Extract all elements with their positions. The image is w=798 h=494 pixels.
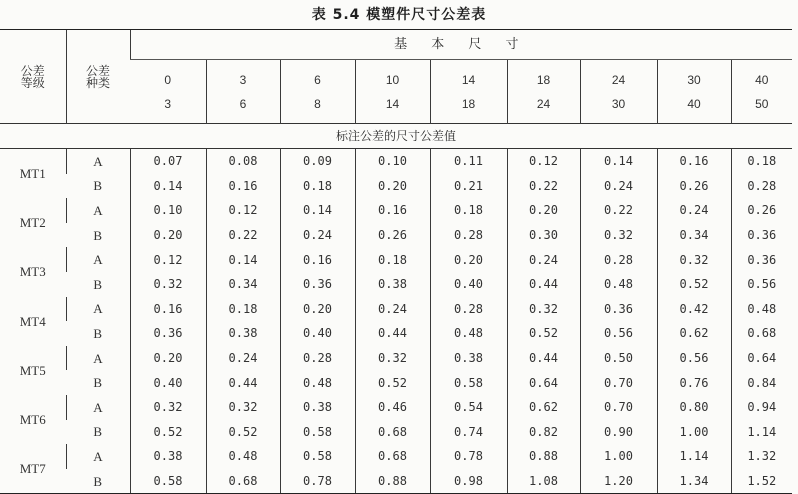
range-header-cell (430, 60, 507, 124)
value-cell: 0.58 (130, 469, 206, 494)
value-cell: 0.32 (580, 223, 657, 248)
value-cell: 0.38 (130, 444, 206, 469)
type-cell: A (66, 297, 130, 322)
range-header-cell (580, 60, 657, 124)
value-cell: 0.90 (580, 420, 657, 445)
value-cell: 0.24 (355, 297, 430, 322)
value-cell: 0.70 (580, 370, 657, 395)
table-row (0, 297, 792, 322)
header-type-line1: 公差 (85, 63, 110, 78)
value-cell: 0.14 (130, 174, 206, 199)
value-cell: 0.56 (580, 321, 657, 346)
value-cell: 1.52 (731, 469, 792, 494)
range-lower: 3 (239, 72, 247, 87)
value-cell: 0.32 (206, 395, 280, 420)
value-cell: 0.62 (507, 395, 580, 420)
range-upper: 30 (611, 96, 626, 111)
type-cell: A (66, 395, 130, 420)
value-cell: 0.36 (280, 272, 355, 297)
value-cell: 0.22 (507, 174, 580, 199)
value-cell: 0.24 (206, 346, 280, 371)
value-cell: 0.14 (206, 247, 280, 272)
value-cell: 0.44 (507, 346, 580, 371)
value-cell: 0.52 (130, 420, 206, 445)
table-row (0, 272, 792, 297)
value-cell: 0.14 (580, 149, 657, 174)
value-cell: 0.46 (355, 395, 430, 420)
grade-cell: MT1 (19, 166, 46, 182)
value-cell: 0.68 (355, 444, 430, 469)
value-cell: 0.18 (280, 174, 355, 199)
range-lower: 24 (611, 72, 626, 87)
value-cell: 0.20 (507, 198, 580, 223)
value-cell: 0.12 (206, 198, 280, 223)
value-cell: 0.32 (507, 297, 580, 322)
table-row (0, 321, 792, 346)
grade-cell: MT2 (19, 215, 46, 231)
value-cell: 0.24 (580, 174, 657, 199)
value-cell: 0.28 (280, 346, 355, 371)
value-cell: 0.11 (430, 149, 507, 174)
value-cell: 0.48 (280, 370, 355, 395)
value-cell: 1.14 (657, 444, 731, 469)
value-cell: 0.16 (355, 198, 430, 223)
value-cell: 1.00 (580, 444, 657, 469)
range-upper: 3 (164, 96, 172, 111)
value-cell: 0.07 (130, 149, 206, 174)
note-row (0, 124, 792, 149)
range-upper: 50 (755, 96, 769, 111)
value-cell: 0.26 (657, 174, 731, 199)
value-cell: 0.44 (355, 321, 430, 346)
value-cell: 0.20 (280, 297, 355, 322)
value-cell: 0.12 (130, 247, 206, 272)
value-cell: 0.42 (657, 297, 731, 322)
type-cell: B (66, 469, 130, 494)
table-row (0, 198, 792, 223)
header-grade-line2: 等级 (20, 75, 45, 90)
table-row (0, 174, 792, 199)
type-cell: B (93, 424, 103, 440)
type-cell: A (66, 444, 130, 469)
value-cell: 0.78 (430, 444, 507, 469)
value-cell: 0.58 (430, 370, 507, 395)
range-upper: 40 (687, 96, 701, 111)
value-cell: 0.36 (130, 321, 206, 346)
value-cell: 0.62 (657, 321, 731, 346)
value-cell: 0.40 (430, 272, 507, 297)
value-cell: 0.58 (280, 444, 355, 469)
value-cell: 0.20 (430, 247, 507, 272)
range-lower: 10 (385, 72, 400, 87)
header-grade (0, 30, 66, 124)
value-cell: 0.38 (280, 395, 355, 420)
value-cell: 0.22 (206, 223, 280, 248)
value-cell: 0.84 (731, 370, 792, 395)
range-header-cell (355, 60, 430, 124)
type-cell: A (66, 198, 130, 223)
table-title: 表 5.4 模塑件尺寸公差表 (311, 7, 487, 23)
value-cell: 0.18 (206, 297, 280, 322)
value-cell: 0.21 (430, 174, 507, 199)
value-cell: 0.32 (130, 272, 206, 297)
value-cell: 0.76 (657, 370, 731, 395)
value-cell: 0.52 (507, 321, 580, 346)
note-label: 标注公差的尺寸公差值 (0, 124, 792, 149)
value-cell: 0.32 (657, 247, 731, 272)
value-cell: 0.74 (430, 420, 507, 445)
value-cell: 0.20 (130, 223, 206, 248)
grade-cell: MT5 (19, 362, 46, 378)
value-cell: 0.24 (280, 223, 355, 248)
type-cell: A (66, 247, 130, 272)
value-cell: 0.32 (130, 395, 206, 420)
type-cell: B (93, 375, 103, 391)
value-cell: 1.34 (657, 469, 731, 494)
range-header-cell (130, 60, 206, 124)
header-row-basic (0, 30, 792, 60)
range-upper: 14 (385, 96, 400, 111)
value-cell: 0.50 (580, 346, 657, 371)
table-row (0, 420, 792, 445)
tolerance-table (0, 29, 792, 494)
value-cell: 0.56 (657, 346, 731, 371)
value-cell: 0.44 (206, 370, 280, 395)
range-lower: 14 (461, 72, 476, 87)
value-cell: 0.88 (355, 469, 430, 494)
value-cell: 0.34 (206, 272, 280, 297)
value-cell: 0.18 (731, 149, 792, 174)
value-cell: 0.68 (731, 321, 792, 346)
value-cell: 0.10 (130, 198, 206, 223)
value-cell: 0.26 (731, 198, 792, 223)
value-cell: 1.00 (657, 420, 731, 445)
value-cell: 1.14 (731, 420, 792, 445)
range-lower: 40 (755, 72, 769, 87)
value-cell: 0.28 (580, 247, 657, 272)
table-row (0, 247, 792, 272)
type-cell: B (93, 325, 103, 341)
value-cell: 0.48 (206, 444, 280, 469)
value-cell: 0.20 (355, 174, 430, 199)
value-cell: 0.20 (130, 346, 206, 371)
value-cell: 0.12 (507, 149, 580, 174)
table-row (0, 370, 792, 395)
value-cell: 0.10 (355, 149, 430, 174)
header-type (66, 30, 130, 124)
value-cell: 0.68 (206, 469, 280, 494)
table-row (0, 469, 792, 494)
range-lower: 18 (536, 72, 551, 87)
value-cell: 0.48 (430, 321, 507, 346)
value-cell: 0.70 (580, 395, 657, 420)
table-row (0, 346, 792, 371)
value-cell: 0.24 (507, 247, 580, 272)
value-cell: 0.80 (657, 395, 731, 420)
range-header-cell (206, 60, 280, 124)
grade-cell: MT7 (0, 444, 66, 494)
value-cell: 0.36 (731, 247, 792, 272)
value-cell: 0.68 (355, 420, 430, 445)
header-type-line2: 种类 (85, 75, 110, 90)
value-cell: 0.22 (580, 198, 657, 223)
value-cell: 0.16 (657, 149, 731, 174)
range-header-cell (280, 60, 355, 124)
value-cell: 0.58 (280, 420, 355, 445)
value-cell: 0.18 (430, 198, 507, 223)
value-cell: 0.28 (731, 174, 792, 199)
header-basic-size: 基 本 尺 寸 (130, 30, 792, 60)
value-cell: 1.32 (731, 444, 792, 469)
range-upper: 18 (461, 96, 476, 111)
value-cell: 0.48 (731, 297, 792, 322)
value-cell: 0.54 (430, 395, 507, 420)
value-cell: 0.08 (206, 149, 280, 174)
value-cell: 0.40 (280, 321, 355, 346)
range-upper: 24 (536, 96, 551, 111)
range-lower: 6 (314, 72, 321, 87)
value-cell: 0.40 (130, 370, 206, 395)
value-cell: 0.52 (206, 420, 280, 445)
type-cell: B (93, 227, 103, 243)
value-cell: 0.16 (280, 247, 355, 272)
value-cell: 0.52 (355, 370, 430, 395)
value-cell: 0.38 (206, 321, 280, 346)
value-cell: 0.64 (731, 346, 792, 371)
value-cell: 0.48 (580, 272, 657, 297)
value-cell: 0.82 (507, 420, 580, 445)
value-cell: 0.78 (280, 469, 355, 494)
range-header-cell (731, 60, 792, 124)
value-cell: 0.38 (430, 346, 507, 371)
value-cell: 0.26 (355, 223, 430, 248)
value-cell: 0.14 (280, 198, 355, 223)
table-row (0, 223, 792, 248)
range-upper: 6 (239, 96, 247, 111)
value-cell: 0.98 (430, 469, 507, 494)
value-cell: 0.36 (580, 297, 657, 322)
value-cell: 0.36 (731, 223, 792, 248)
range-header-cell (657, 60, 731, 124)
grade-cell: MT4 (19, 313, 46, 329)
table-row (0, 149, 792, 174)
value-cell: 0.16 (206, 174, 280, 199)
range-lower: 30 (687, 72, 701, 87)
grade-cell: MT3 (19, 264, 46, 280)
table-row (0, 444, 792, 469)
value-cell: 1.20 (580, 469, 657, 494)
value-cell: 0.64 (507, 370, 580, 395)
value-cell: 0.34 (657, 223, 731, 248)
value-cell: 0.56 (731, 272, 792, 297)
range-lower: 0 (164, 72, 172, 87)
value-cell: 1.08 (507, 469, 580, 494)
range-header-cell (507, 60, 580, 124)
value-cell: 0.16 (130, 297, 206, 322)
value-cell: 0.28 (430, 297, 507, 322)
value-cell: 0.32 (355, 346, 430, 371)
value-cell: 0.30 (507, 223, 580, 248)
value-cell: 0.44 (507, 272, 580, 297)
value-cell: 0.18 (355, 247, 430, 272)
value-cell: 0.88 (507, 444, 580, 469)
type-cell: A (66, 149, 130, 174)
range-upper: 8 (314, 96, 321, 111)
type-cell: B (93, 276, 103, 292)
value-cell: 0.09 (280, 149, 355, 174)
value-cell: 0.24 (657, 198, 731, 223)
value-cell: 0.28 (430, 223, 507, 248)
table-row (0, 395, 792, 420)
value-cell: 0.52 (657, 272, 731, 297)
type-cell: A (66, 346, 130, 371)
value-cell: 0.94 (731, 395, 792, 420)
grade-cell: MT6 (19, 412, 46, 428)
value-cell: 0.38 (355, 272, 430, 297)
header-grade-line1: 公差 (20, 63, 45, 78)
type-cell: B (93, 178, 103, 194)
